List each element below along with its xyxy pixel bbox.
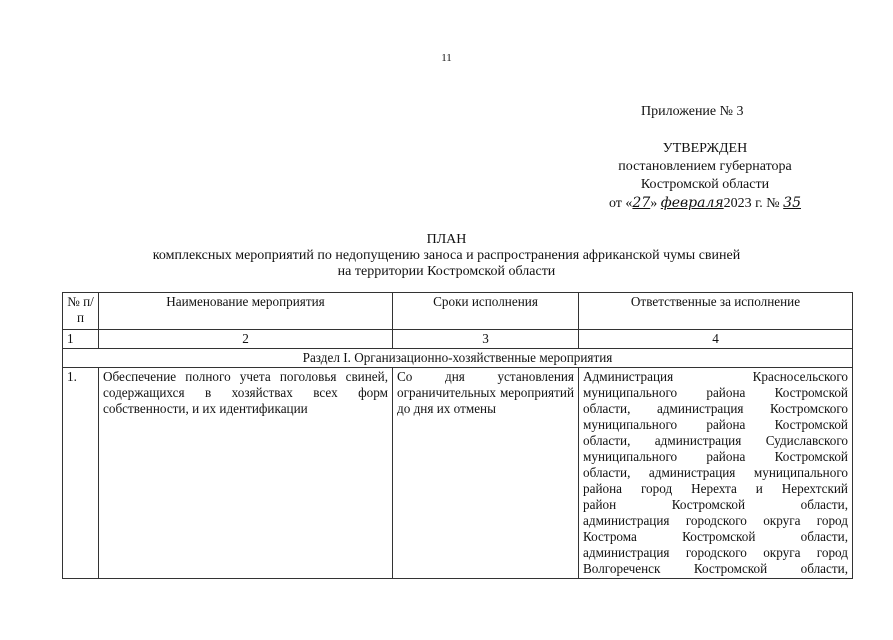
responsible-line: муниципального района Костромской [583,449,848,464]
approval-line2: Костромской области [640,177,770,192]
header-deadline: Сроки исполнения [393,293,579,330]
responsible-line: администрация городского округа город [583,545,848,560]
handwritten-number: 35 [783,195,801,211]
approval-block [600,140,810,213]
responsible-line: области, администрация Судиславского [583,433,848,448]
date-close: » [650,196,658,211]
section-heading: Раздел I. Организационно-хозяйственные мероприятия [63,349,853,368]
responsible-line: Администрация Красносельского [583,369,848,384]
responsible-line: администрация городского округа город [583,513,848,528]
responsible-line: район Костромской области, [583,497,848,512]
title-line1: ПЛАН [426,232,467,247]
approval-line1: постановлением губернатора [618,159,792,174]
colnum-4: 4 [579,330,853,349]
colnum-1: 1 [63,330,99,349]
title-line3: на территории Костромской области [337,264,556,279]
date-year: 2023 г. № [723,196,780,211]
approval-date-line [600,194,810,213]
row-number: 1. [63,368,99,579]
handwritten-month: февраля [660,195,724,211]
row-deadline: Со дня установления ограничительных мероприятий до дня их отмены [393,368,579,579]
colnum-2: 2 [99,330,393,349]
table-header-row [63,293,853,330]
responsible-line: области, администрация муниципального [583,465,848,480]
table-row [63,368,853,579]
header-number: № п/п [63,293,99,330]
responsible-line: области, администрация Костромского [583,401,848,416]
responsible-line: района город Нерехта и Нерехтский [583,481,848,496]
responsible-line: Волгореченск Костромской области, [583,561,848,576]
document-title [0,232,893,280]
responsible-line: муниципального района Костромской [583,417,848,432]
handwritten-day: 27 [632,195,651,211]
responsible-line: Кострома Костромской области, [583,529,848,544]
plan-table [62,292,853,579]
approval-title: УТВЕРЖДЕН [662,141,748,156]
page-number: 11 [441,52,452,64]
row-responsible [579,368,853,579]
title-line2: комплексных мероприятий по недопущению заноса и распространения африканской чумы свиней [152,248,741,263]
header-name: Наименование мероприятия [99,293,393,330]
header-responsible: Ответственные за исполнение [579,293,853,330]
appendix-label: Приложение № 3 [641,104,744,119]
date-prefix: от « [608,196,633,211]
responsible-line: муниципального района Костромской [583,385,848,400]
row-activity: Обеспечение полного учета поголовья свиней, содержащихся в хозяйствах всех форм собственности, и их идентификации [99,368,393,579]
column-number-row [63,330,853,349]
colnum-3: 3 [393,330,579,349]
section-row [63,349,853,368]
